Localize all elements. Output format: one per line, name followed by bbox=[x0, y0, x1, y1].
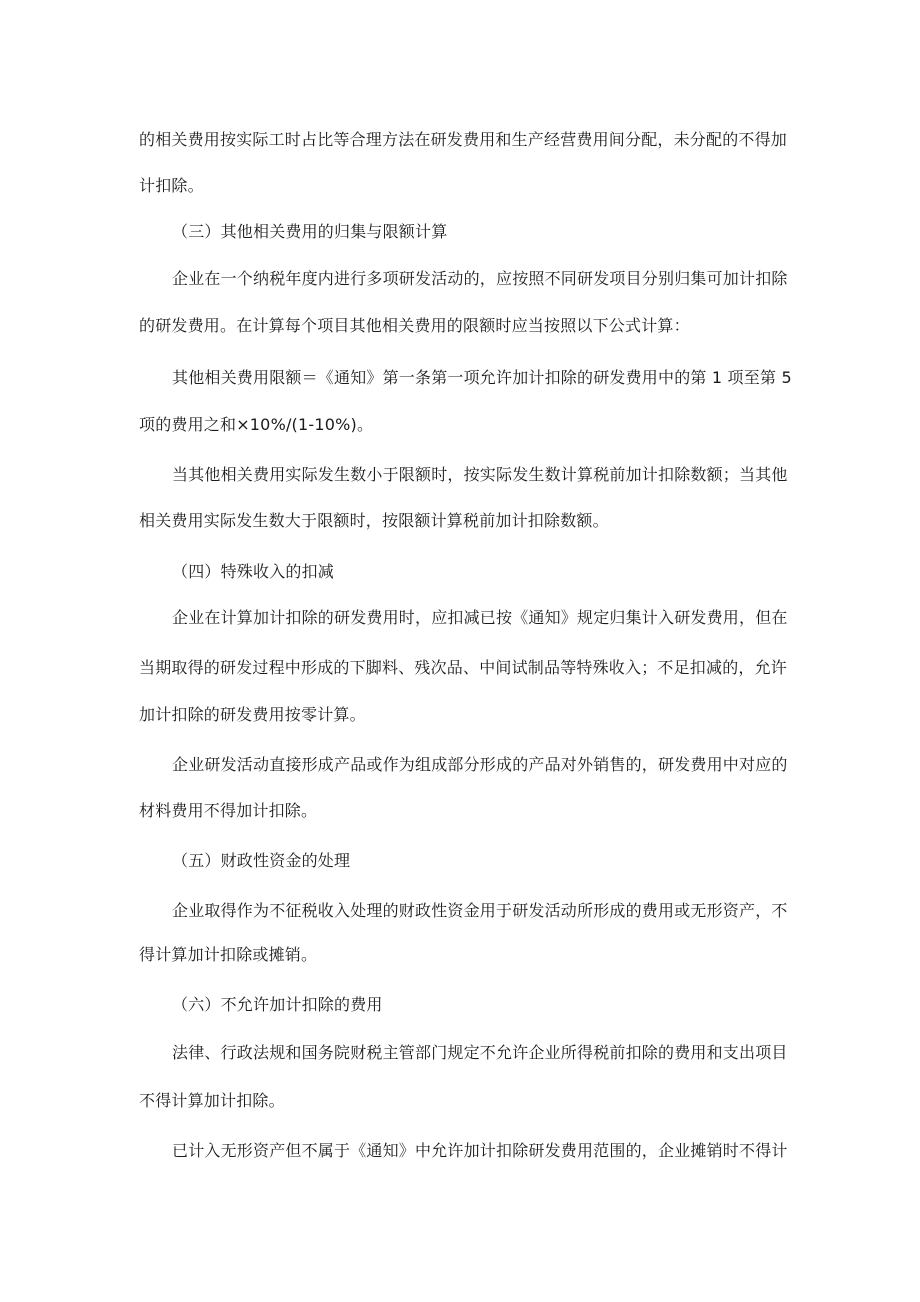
text-line: 项的费用之和×10%/(1-10%)。 bbox=[139, 415, 374, 434]
text-line: 计扣除。 bbox=[139, 176, 204, 195]
text-line: 企业在一个纳税年度内进行多项研发活动的，应按照不同研发项目分别归集可加计扣除 bbox=[172, 269, 788, 288]
text-line: 不得计算加计扣除。 bbox=[139, 1091, 285, 1110]
text-line: 得计算加计扣除或摊销。 bbox=[139, 945, 318, 964]
text-line: 的相关费用按实际工时占比等合理方法在研发费用和生产经营费用间分配，未分配的不得加 bbox=[139, 130, 788, 149]
section-heading: （四）特殊收入的扣减 bbox=[172, 562, 335, 581]
text-line: 相关费用实际发生数大于限额时，按限额计算税前加计扣除数额。 bbox=[139, 511, 609, 530]
text-line: 其他相关费用限额＝《通知》第一条第一项允许加计扣除的研发费用中的第 1 项至第 5 bbox=[172, 368, 792, 387]
text-line: 已计入无形资产但不属于《通知》中允许加计扣除研发费用范围的，企业摊销时不得计 bbox=[172, 1141, 788, 1160]
section-heading: （六）不允许加计扣除的费用 bbox=[172, 995, 383, 1014]
text-line: 当其他相关费用实际发生数小于限额时，按实际发生数计算税前加计扣除数额；当其他 bbox=[172, 465, 788, 484]
text-line: 材料费用不得加计扣除。 bbox=[139, 801, 318, 820]
text-line: 加计扣除的研发费用按零计算。 bbox=[139, 705, 366, 724]
section-heading: （五）财政性资金的处理 bbox=[172, 851, 351, 870]
text-line: 企业研发活动直接形成产品或作为组成部分形成的产品对外销售的，研发费用中对应的 bbox=[172, 755, 788, 774]
text-line: 企业取得作为不征税收入处理的财政性资金用于研发活动所形成的费用或无形资产，不 bbox=[172, 901, 788, 920]
text-line: 企业在计算加计扣除的研发费用时，应扣减已按《通知》规定归集计入研发费用，但在 bbox=[172, 608, 788, 627]
text-line: 的研发费用。在计算每个项目其他相关费用的限额时应当按照以下公式计算： bbox=[139, 316, 690, 335]
text-line: 法律、行政法规和国务院财税主管部门规定不允许企业所得税前扣除的费用和支出项目 bbox=[172, 1043, 788, 1062]
text-line: 当期取得的研发过程中形成的下脚料、残次品、中间试制品等特殊收入；不足扣减的，允许 bbox=[139, 658, 788, 677]
section-heading: （三）其他相关费用的归集与限额计算 bbox=[172, 222, 448, 241]
